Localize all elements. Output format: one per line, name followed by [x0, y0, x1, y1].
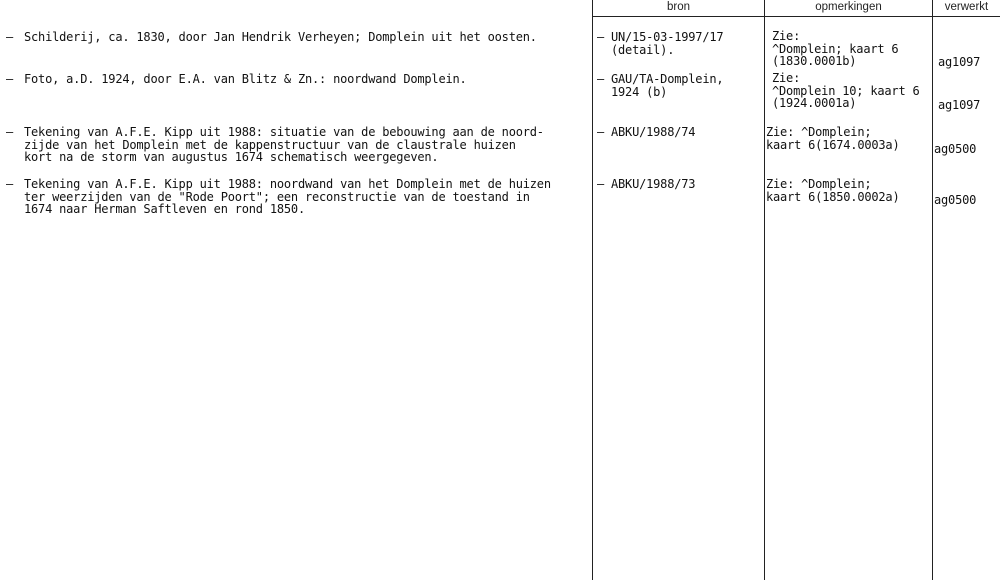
entry-opmerkingen: Zie: ^Domplein 10; kaart 6 (1924.0001a) [772, 71, 920, 110]
column-divider-bron [592, 0, 593, 580]
entry-verwerkt: ag0500 [934, 142, 977, 156]
header-bron: bron [666, 1, 691, 13]
column-divider-verwerkt [932, 0, 933, 580]
header-verwerkt: verwerkt [944, 1, 989, 13]
header-underline [592, 16, 1000, 17]
bullet-dash: – [6, 72, 14, 86]
bullet-dash: – [6, 177, 14, 191]
entry-verwerkt: ag1097 [938, 55, 981, 69]
entry-bron: UN/15-03-1997/17 (detail). [611, 30, 724, 57]
header-opmerkingen: opmerkingen [815, 1, 882, 13]
entry-description: Schilderij, ca. 1830, door Jan Hendrik Verheyen; Domplein uit het oosten. [24, 30, 537, 44]
entry-bron: GAU/TA-Domplein, 1924 (b) [611, 72, 724, 99]
bullet-dash: – [6, 125, 14, 139]
column-divider-opmerkingen [764, 0, 765, 580]
entry-opmerkingen: Zie: ^Domplein; kaart 6 (1830.0001b) [772, 29, 899, 68]
entry-verwerkt: ag1097 [938, 98, 981, 112]
bullet-dash: – [6, 30, 14, 44]
entry-bron: ABKU/1988/74 [611, 125, 696, 139]
bullet-dash: – [597, 72, 605, 86]
entry-opmerkingen: Zie: ^Domplein; kaart 6(1674.0003a) [766, 125, 900, 152]
entry-description: Foto, a.D. 1924, door E.A. van Blitz & Zn.: noordwand Domplein. [24, 72, 467, 86]
entry-description: Tekening van A.F.E. Kipp uit 1988: situatie van de bebouwing aan de noord- zijde van het Domplein met de kappenstructuur van de claustrale huizen kort na de storm van augustus 1674 schematisch weergegeven. [24, 125, 544, 164]
bullet-dash: – [597, 177, 605, 191]
bullet-dash: – [597, 125, 605, 139]
bullet-dash: – [597, 30, 605, 44]
entry-bron: ABKU/1988/73 [611, 177, 696, 191]
entry-verwerkt: ag0500 [934, 193, 977, 207]
entry-description: Tekening van A.F.E. Kipp uit 1988: noordwand van het Domplein met de huizen ter weerzijden van de "Rode Poort"; een reconstructie van de toestand in 1674 naar Herman Saftleven en rond 1850. [24, 177, 551, 216]
entry-opmerkingen: Zie: ^Domplein; kaart 6(1850.0002a) [766, 177, 900, 204]
